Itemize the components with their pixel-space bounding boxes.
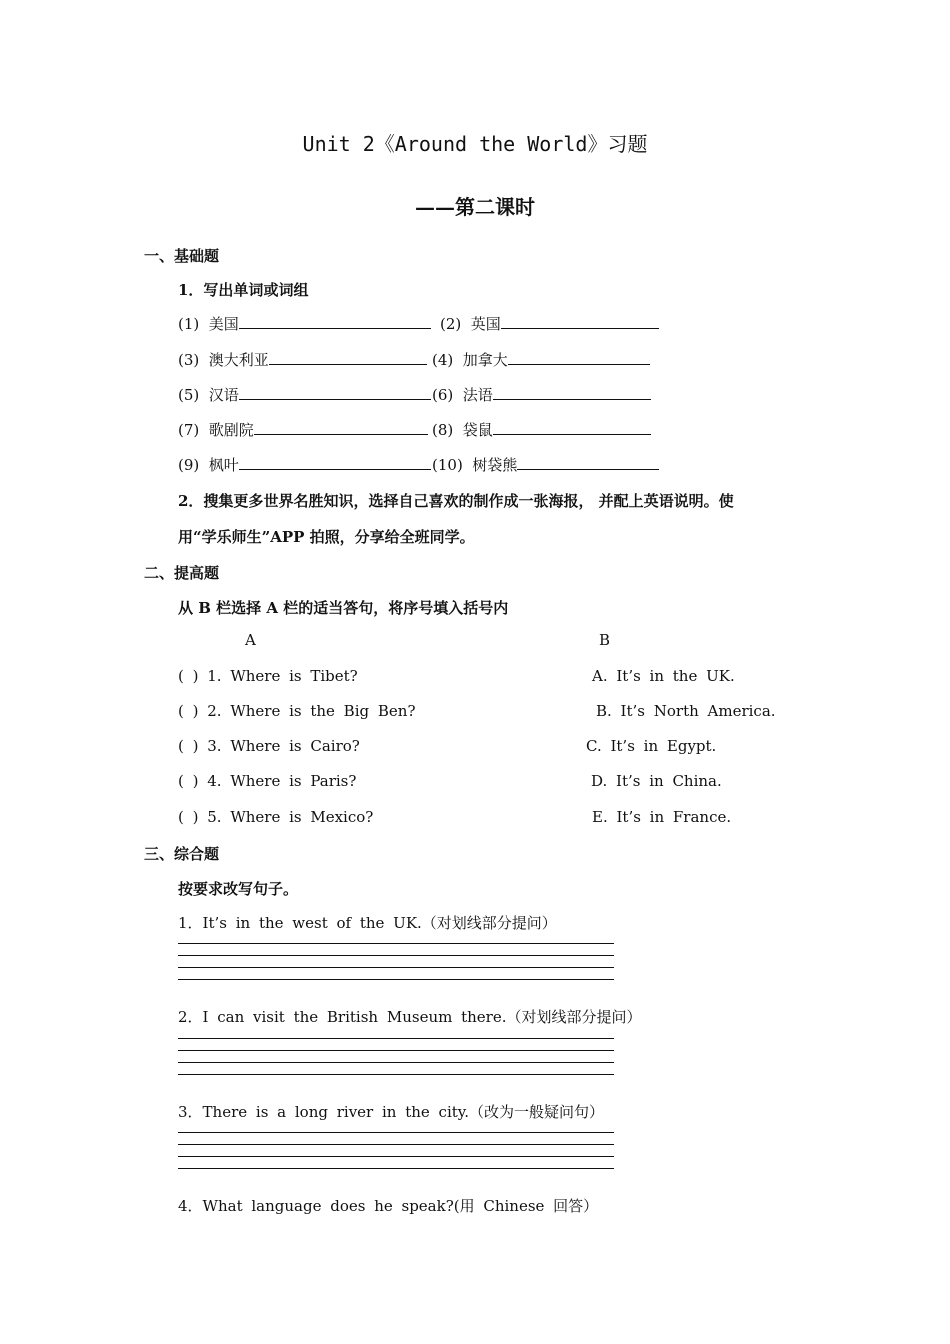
matching-answer: A. It’s in the UK. [592,667,735,685]
page-subtitle: ——第二课时 [415,195,535,219]
answer-blank[interactable] [493,420,651,435]
vocab-item: (6) 法语 [432,384,651,405]
answer-blank[interactable] [517,455,659,470]
matching-question[interactable]: ( ) 1. Where is Tibet? [178,667,358,685]
question-2-prompt-line2: 用“学乐师生”APP 拍照，分享给全班同学。 [178,528,475,546]
answer-blank[interactable] [239,455,431,470]
rewrite-instruction: 按要求改写句子。 [178,880,299,898]
matching-question[interactable]: ( ) 2. Where is the Big Ben? [178,702,416,720]
vocab-item: (8) 袋鼠 [432,419,651,440]
matching-question[interactable]: ( ) 5. Where is Mexico? [178,808,374,826]
writing-lines[interactable] [178,943,614,991]
rewrite-item: 2．I can visit the British Museum there.（对划线部分提问） [178,1008,642,1026]
answer-blank[interactable] [254,420,428,435]
answer-blank[interactable] [501,314,659,329]
answer-blank[interactable] [508,350,650,365]
section-heading-advanced: 二、提高题 [144,564,220,582]
vocab-item: (7) 歌剧院 [178,419,428,440]
vocab-item: (1) 美国 [178,313,431,334]
vocab-item: (10) 树袋熊 [432,454,659,475]
writing-lines[interactable] [178,1038,614,1086]
section-heading-basic: 一、基础题 [144,247,220,265]
vocab-item: (9) 枫叶 [178,454,431,475]
answer-blank[interactable] [493,385,651,400]
vocab-item: (2) 英国 [440,313,659,334]
vocab-item: (3) 澳大利亚 [178,349,427,370]
answer-blank[interactable] [269,350,427,365]
matching-instruction: 从 B 栏选择 A 栏的适当答句，将序号填入括号内 [178,599,509,617]
writing-lines[interactable] [178,1132,614,1180]
matching-answer: D. It’s in China. [591,772,722,790]
question-1-prompt: 1．写出单词或词组 [178,281,309,299]
section-heading-comprehensive: 三、综合题 [144,845,220,863]
column-b-label: B [599,631,611,649]
rewrite-item: 1．It’s in the west of the UK.（对划线部分提问） [178,914,557,932]
answer-blank[interactable] [239,385,431,400]
matching-answer: B. It’s North America. [596,702,776,720]
answer-blank[interactable] [239,314,431,329]
vocab-item: (4) 加拿大 [432,349,650,370]
rewrite-item: 4．What language does he speak?(用 Chinese 回答） [178,1197,599,1215]
matching-question[interactable]: ( ) 4. Where is Paris? [178,772,357,790]
vocab-item: (5) 汉语 [178,384,431,405]
matching-answer: C. It’s in Egypt. [586,737,717,755]
page-title: Unit 2《Around the World》习题 [302,132,648,156]
matching-answer: E. It’s in France. [592,808,732,826]
question-2-prompt-line1: 2．搜集更多世界名胜知识，选择自己喜欢的制作成一张海报， 并配上英语说明。使 [178,492,734,510]
rewrite-item: 3．There is a long river in the city.（改为一般疑问句） [178,1103,605,1121]
matching-question[interactable]: ( ) 3. Where is Cairo? [178,737,360,755]
column-a-label: A [245,631,256,649]
